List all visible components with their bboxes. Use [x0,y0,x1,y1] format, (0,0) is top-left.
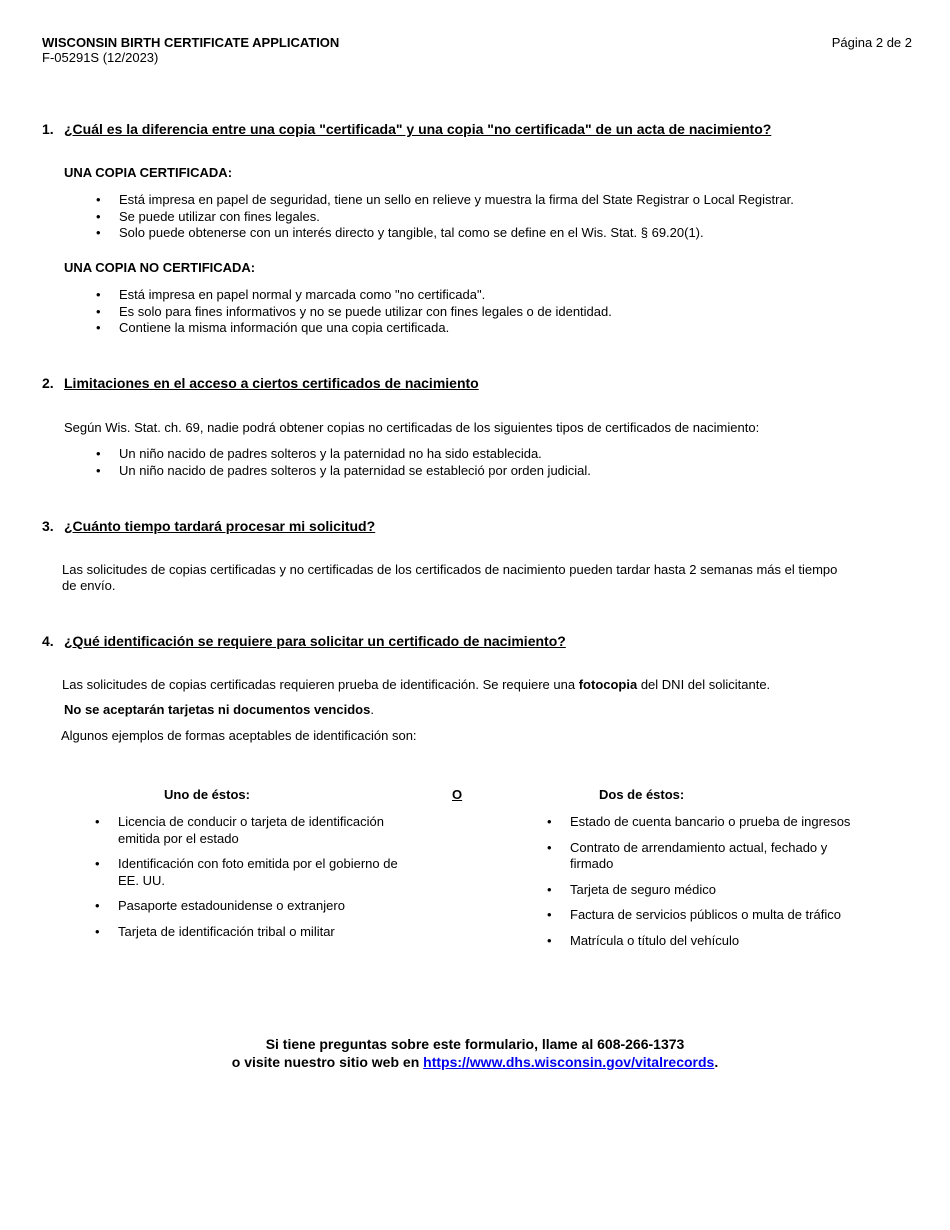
expired-notice-bold: No se aceptarán tarjetas ni documentos vencidos [64,702,371,717]
section-2-intro: Según Wis. Stat. ch. 69, nadie podrá obtener copias no certificadas de los siguientes tipos de certificados de nacimiento: [64,420,760,435]
photocopy-emphasis: fotocopia [578,677,638,692]
page-number: Página 2 de 2 [831,35,912,50]
list-item: • Un niño nacido de padres solteros y la paternidad no ha sido establecida. [96,446,916,463]
section-2-number: 2. [42,375,54,391]
footer-website-line [0,1053,950,1071]
list-item: • Contiene la misma información que una copia certificada. [96,320,916,337]
noncertified-copy-list [96,287,916,337]
expired-notice [64,702,374,719]
list-item: • Es solo para fines informativos y no se puede utilizar con fines legales o de identidad. [96,304,916,321]
certified-copy-heading: UNA COPIA CERTIFICADA: [64,165,233,180]
form-title: WISCONSIN BIRTH CERTIFICATE APPLICATION [42,35,340,50]
form-number: F-05291S (12/2023) [42,50,159,65]
id-list-one-of [95,814,415,949]
list-item: • Pasaporte estadounidense o extranjero [95,898,415,915]
section-3-title: ¿Cuánto tiempo tardará procesar mi solicitud? [64,518,376,534]
section-1-number: 1. [42,121,54,137]
list-item: • Estado de cuenta bancario o prueba de ingresos [547,814,857,831]
list-item: • Está impresa en papel de seguridad, tiene un sello en relieve y muestra la firma del State Registrar o Local Registrar. [96,192,916,209]
noncertified-copy-heading: UNA COPIA NO CERTIFICADA: [64,260,256,275]
list-item: • Identificación con foto emitida por el gobierno de EE. UU. [95,856,415,889]
vital-records-link[interactable]: https://www.dhs.wisconsin.gov/vitalrecords [423,1054,715,1070]
section-1-title: ¿Cuál es la diferencia entre una copia "certificada" y una copia "no certificada" de un acta de nacimiento? [64,121,772,137]
section-4-title: ¿Qué identificación se requiere para solicitar un certificado de nacimiento? [64,633,566,649]
list-item: • Se puede utilizar con fines legales. [96,209,916,226]
list-item: • Licencia de conducir o tarjeta de identificación emitida por el estado [95,814,415,847]
list-item: • Tarjeta de identificación tribal o militar [95,924,415,941]
section-3-body-line2: de envío. [62,578,116,593]
section-2-title: Limitaciones en el acceso a ciertos certificados de nacimiento [64,375,479,391]
id-requirement-line [62,677,770,694]
footer-website-pre: o visite nuestro sitio web en [231,1054,424,1070]
footer-contact-line: Si tiene preguntas sobre este formulario, llame al 608-266-1373 [265,1036,685,1052]
list-item: • Solo puede obtenerse con un interés directo y tangible, tal como se define en el Wis. Stat. § 69.20(1). [96,225,916,242]
section-4-number: 4. [42,633,54,649]
list-item: • Un niño nacido de padres solteros y la paternidad se estableció por orden judicial. [96,463,916,480]
id-list-two-of [547,814,857,958]
list-item: • Tarjeta de seguro médico [547,882,857,899]
id-requirement-post: del DNI del solicitante. [637,677,771,692]
restriction-list [96,446,916,479]
list-item: • Está impresa en papel normal y marcada como "no certificada". [96,287,916,304]
one-of-these-heading: Uno de éstos: [164,787,250,802]
footer-website-post: . [714,1054,719,1070]
or-separator: O [452,787,463,802]
list-item: • Factura de servicios públicos o multa de tráfico [547,907,857,924]
expired-notice-period: . [370,702,374,717]
two-of-these-heading: Dos de éstos: [599,787,685,802]
id-requirement-pre: Las solicitudes de copias certificadas requieren prueba de identificación. Se requiere una [62,677,579,692]
certified-copy-list [96,192,916,242]
section-3-body-line1: Las solicitudes de copias certificadas y no certificadas de los certificados de nacimiento pueden tardar hasta 2 semanas más el tiempo [62,562,838,577]
list-item: • Contrato de arrendamiento actual, fechado y firmado [547,840,857,873]
section-3-number: 3. [42,518,54,534]
examples-intro: Algunos ejemplos de formas aceptables de identificación son: [61,728,417,743]
list-item: • Matrícula o título del vehículo [547,933,857,950]
